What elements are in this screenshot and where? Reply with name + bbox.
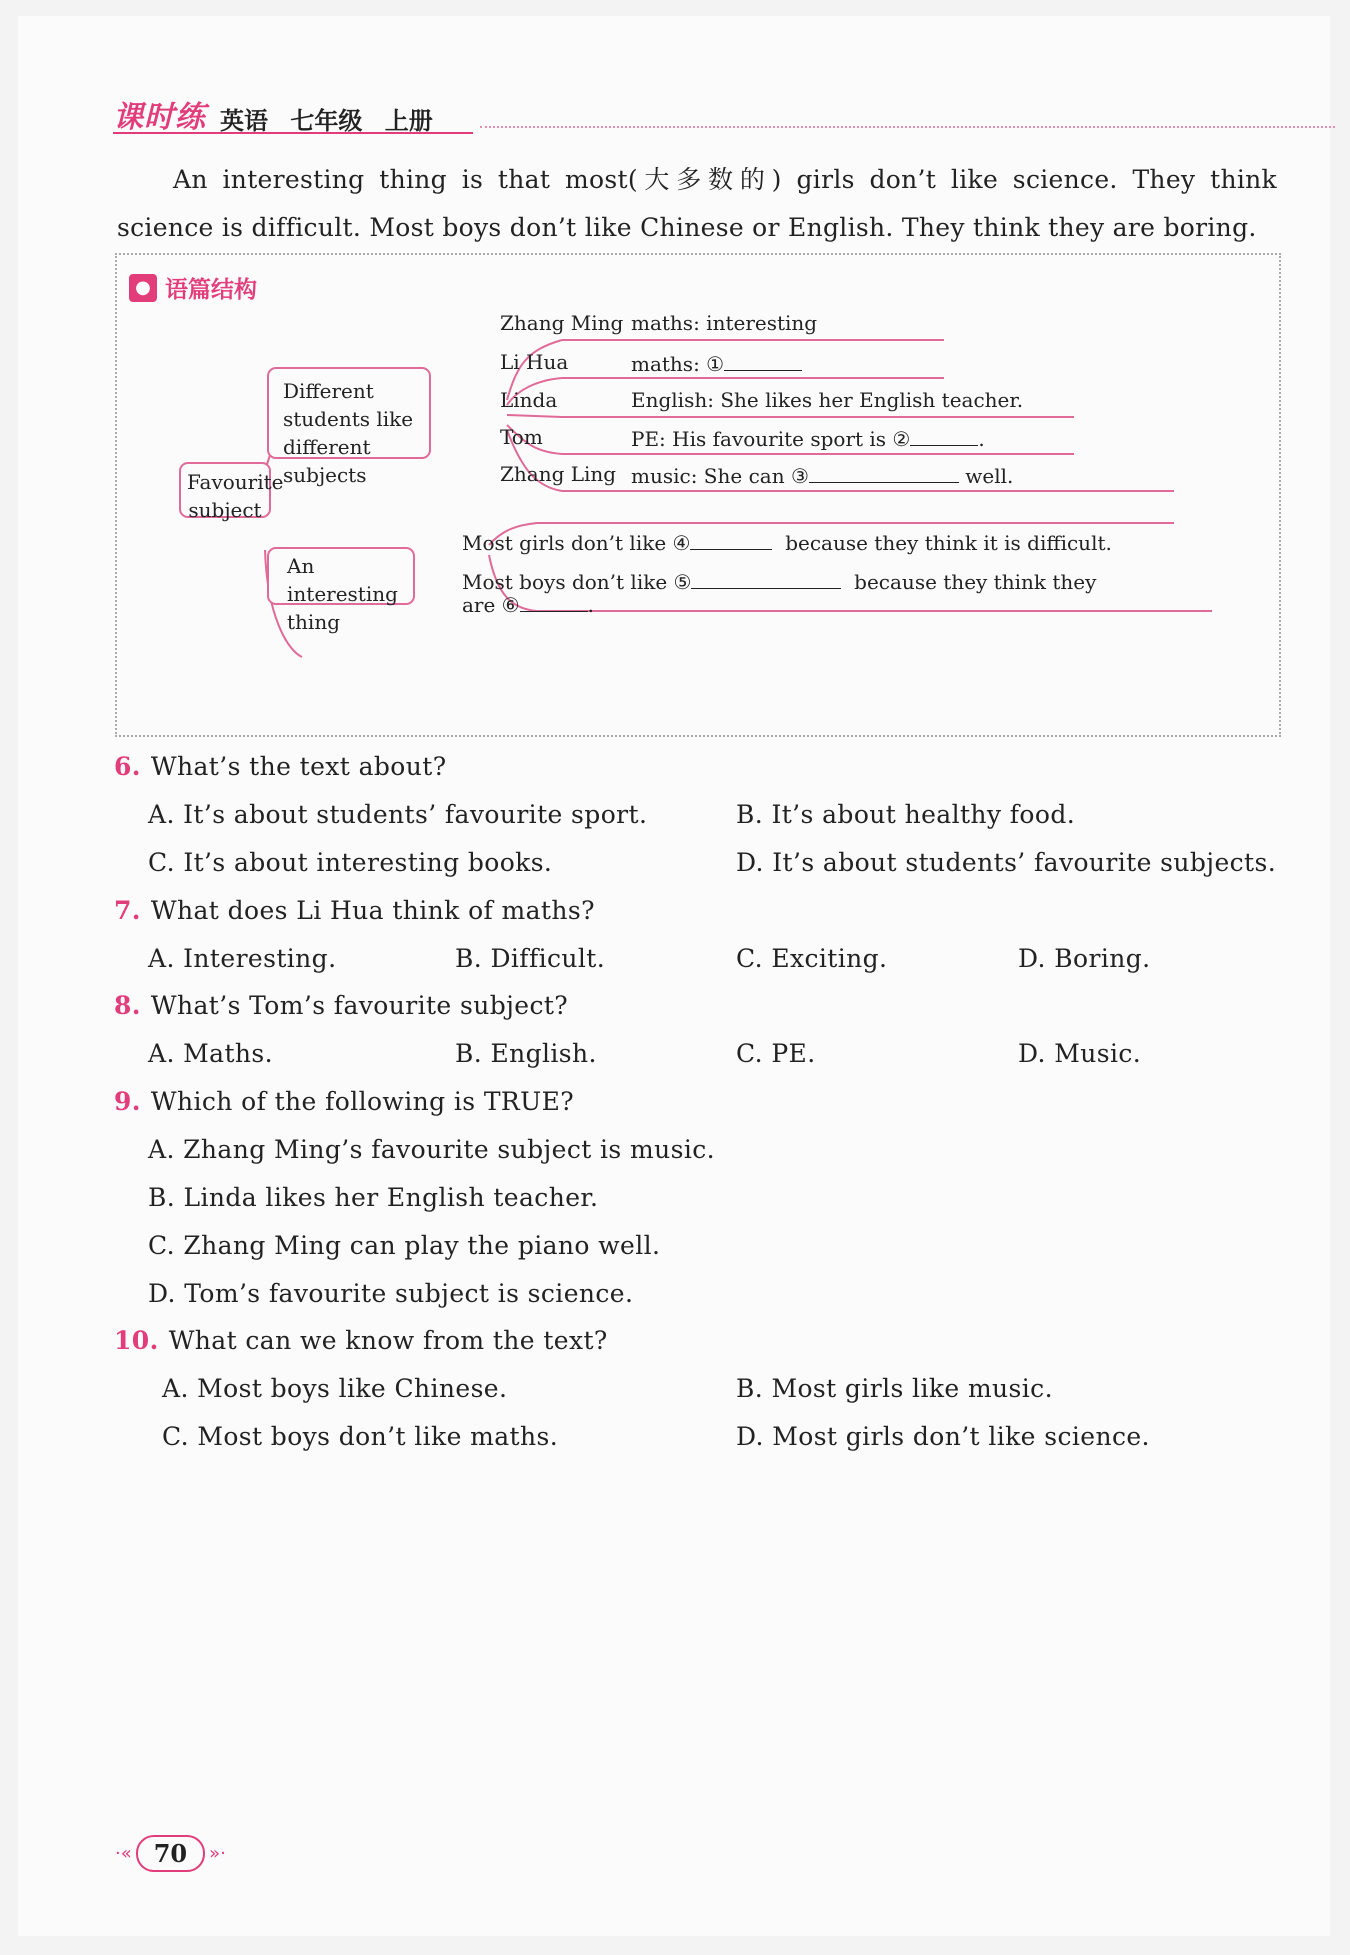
girls-text-a: Most girls don’t like ④ <box>462 531 691 555</box>
answer-blank[interactable] <box>910 425 978 446</box>
option[interactable]: D. Boring. <box>1018 944 1151 973</box>
passage-text: An interesting thing is that most(大多数的) girls don’t like science. They think science is difficult. Most boys don’t like Chinese or English. They think they are boring. <box>117 165 1277 242</box>
structure-box <box>115 253 1281 737</box>
page-number-value: 70 <box>136 1835 205 1872</box>
branch2-label: An interesting thing <box>287 554 398 634</box>
row-name: Tom <box>500 425 543 449</box>
answer-blank[interactable] <box>520 591 588 612</box>
option[interactable]: D. Music. <box>1018 1039 1142 1068</box>
answer-blank[interactable] <box>724 350 802 371</box>
question-number: 9. <box>114 1087 141 1116</box>
option[interactable]: D. Most girls don’t like science. <box>736 1422 1150 1451</box>
question-9 <box>114 1087 574 1116</box>
row-text: maths: interesting <box>631 311 818 335</box>
answer-blank[interactable] <box>691 568 841 589</box>
root-node <box>179 462 284 522</box>
row-blank-3 <box>631 462 1013 488</box>
option[interactable]: D. It’s about students’ favourite subjects. <box>736 848 1277 877</box>
question-6 <box>114 752 447 781</box>
brand-logo: 课时练 <box>113 100 206 135</box>
option[interactable]: B. Difficult. <box>455 944 606 973</box>
option[interactable]: C. It’s about interesting books. <box>148 848 553 877</box>
answer-blank[interactable] <box>809 462 959 483</box>
option[interactable]: C. Zhang Ming can play the piano well. <box>148 1231 661 1260</box>
row-name: Zhang Ling <box>500 462 617 486</box>
question-text: Which of the following is TRUE? <box>150 1087 575 1116</box>
question-number: 10. <box>114 1326 159 1355</box>
option[interactable]: A. Zhang Ming’s favourite subject is music. <box>148 1135 715 1164</box>
question-text: What’s Tom’s favourite subject? <box>150 991 569 1020</box>
girls-text-b: because they think it is difficult. <box>785 531 1112 555</box>
option[interactable]: C. PE. <box>736 1039 816 1068</box>
boys-row-2: are ⑥ . <box>462 593 594 617</box>
option[interactable]: A. Most boys like Chinese. <box>162 1374 508 1403</box>
row-blank-2: PE: His favourite sport is ② . <box>631 427 985 451</box>
row-text: maths: ① <box>631 352 725 376</box>
question-10 <box>114 1326 608 1355</box>
option[interactable]: A. Interesting. <box>148 944 337 973</box>
row-text: music: She can ③ <box>631 464 809 488</box>
question-number: 7. <box>114 896 141 925</box>
row-blank-1 <box>631 350 802 376</box>
option[interactable]: B. It’s about healthy food. <box>736 800 1076 829</box>
boys-text-a: Most boys don’t like ⑤ <box>462 570 692 594</box>
option[interactable]: A. Maths. <box>148 1039 273 1068</box>
header-dotted-rule <box>480 126 1335 128</box>
row-tail: well. <box>965 464 1014 488</box>
question-text: What can we know from the text? <box>168 1326 608 1355</box>
branch-different-students <box>267 367 431 487</box>
book-subject: 英语 七年级 上册 <box>220 107 433 135</box>
structure-title: 语篇结构 <box>165 277 257 303</box>
option[interactable]: C. Most boys don’t like maths. <box>162 1422 559 1451</box>
question-number: 6. <box>114 752 141 781</box>
page-number <box>115 1835 226 1872</box>
branch1-label: Different students like different subjects <box>283 379 414 487</box>
passage <box>117 156 1277 252</box>
row-name: Linda <box>500 388 558 412</box>
row-name: Zhang Ming <box>500 311 624 335</box>
option[interactable]: B. Linda likes her English teacher. <box>148 1183 599 1212</box>
root-label: Favourite subject <box>187 470 284 522</box>
page-deco-left-icon: ·« <box>115 1843 132 1864</box>
question-number: 8. <box>114 991 141 1020</box>
question-text: What does Li Hua think of maths? <box>150 896 595 925</box>
row-name: Li Hua <box>500 350 569 374</box>
girls-row <box>462 529 1112 555</box>
option[interactable]: B. Most girls like music. <box>736 1374 1053 1403</box>
boys-text-b: because they think they <box>854 570 1097 594</box>
question-8 <box>114 991 568 1020</box>
boys-text-c: are ⑥ <box>462 593 520 617</box>
option[interactable]: C. Exciting. <box>736 944 888 973</box>
option[interactable]: D. Tom’s favourite subject is science. <box>148 1279 634 1308</box>
people-icon: ● <box>129 274 157 302</box>
question-text: What’s the text about? <box>150 752 447 781</box>
header <box>113 96 433 136</box>
branch-interesting-thing <box>267 547 415 634</box>
option[interactable]: A. It’s about students’ favourite sport. <box>148 800 648 829</box>
page-deco-right-icon: »· <box>209 1843 226 1864</box>
row-text: English: She likes her English teacher. <box>631 388 1024 412</box>
answer-blank[interactable] <box>690 529 772 550</box>
row-text: PE: His favourite sport is ② <box>631 427 911 451</box>
option[interactable]: B. English. <box>455 1039 597 1068</box>
question-7 <box>114 896 595 925</box>
header-underline <box>113 132 473 134</box>
